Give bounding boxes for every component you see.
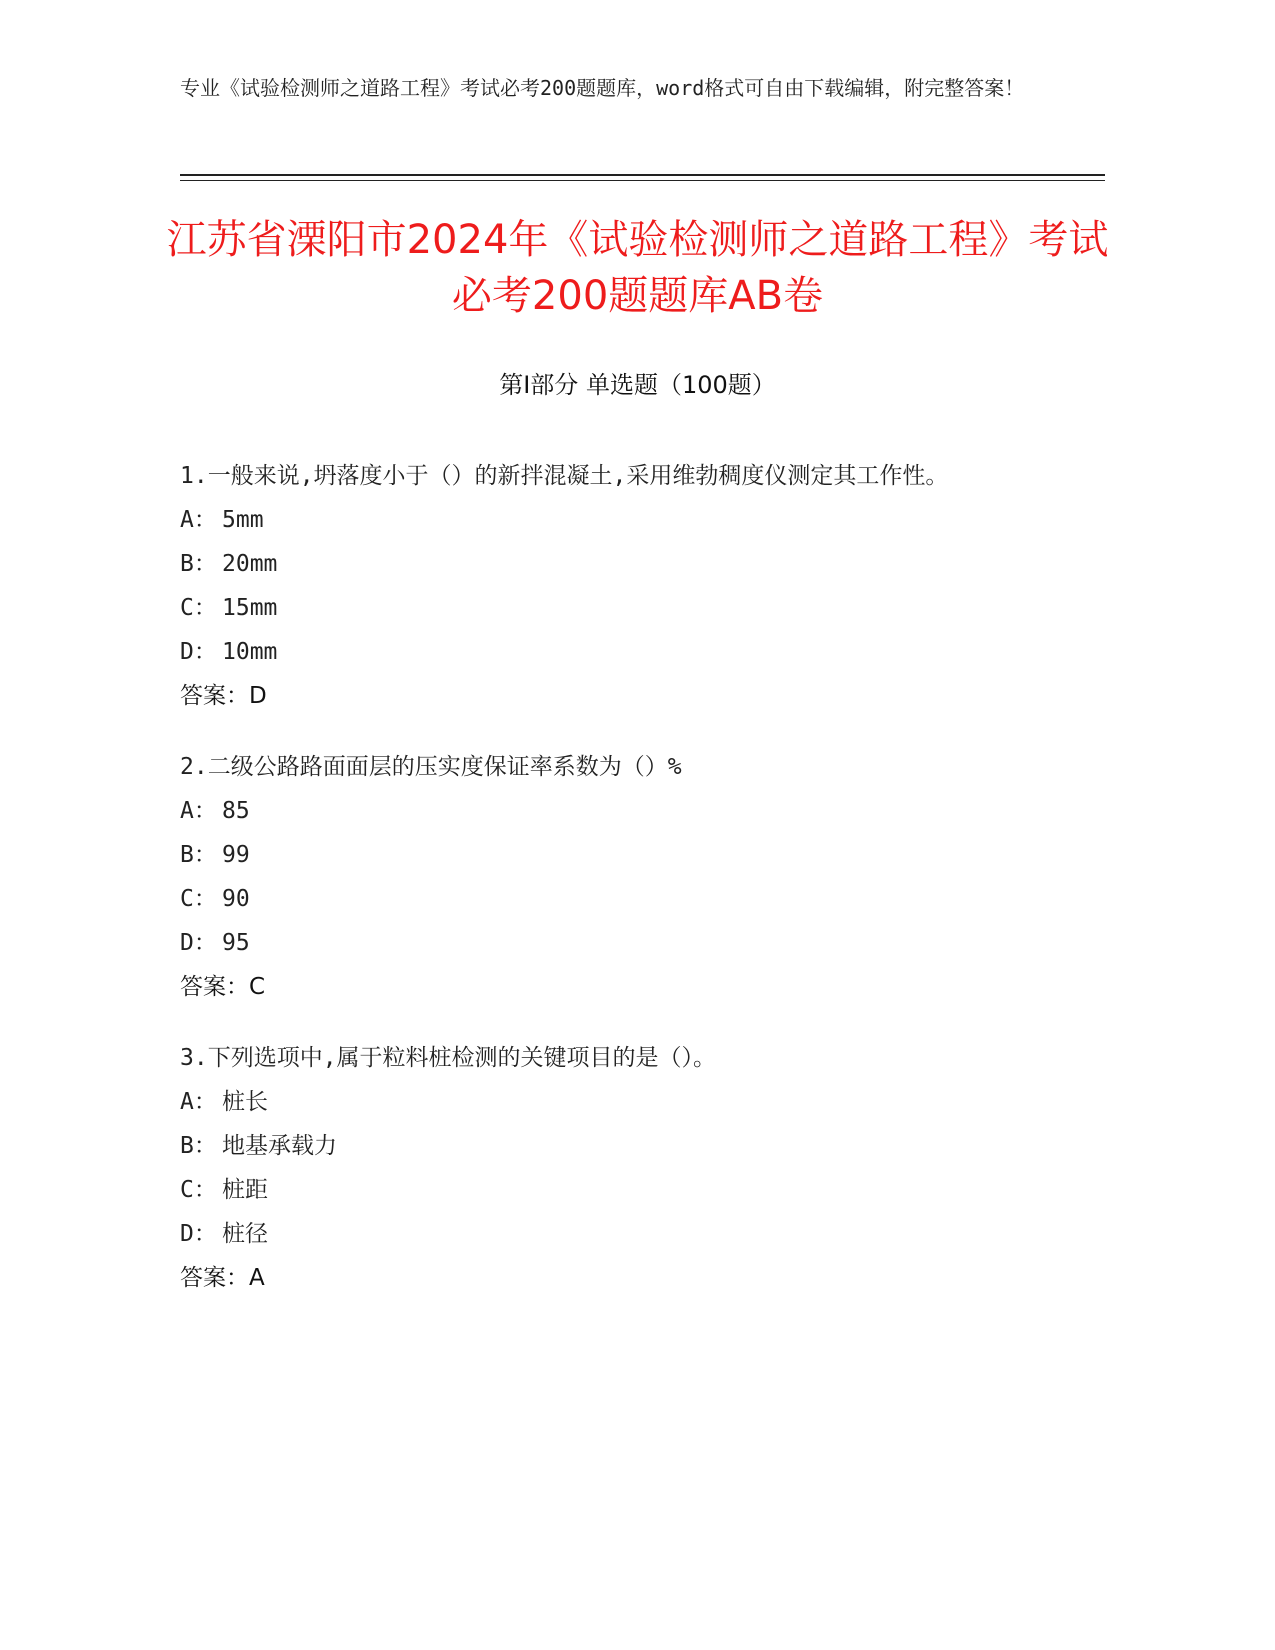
option-letter: A：: [180, 1089, 217, 1115]
answer-label: 答案：: [180, 1265, 249, 1291]
answer-line: [180, 965, 1060, 1009]
option-letter: B：: [180, 842, 217, 868]
option-letter: A：: [180, 507, 217, 533]
option-letter: C：: [180, 886, 217, 912]
option-letter: B：: [180, 551, 217, 577]
answer-value: A: [249, 1265, 265, 1291]
document-title: 江苏省溧阳市2024年《试验检测师之道路工程》考试必考200题题库AB卷: [166, 217, 1109, 319]
answer-value: D: [249, 683, 267, 709]
option-letter: D：: [180, 639, 217, 665]
option-letter: B：: [180, 1133, 217, 1159]
option-c: [180, 586, 1060, 630]
question-stem: 2.二级公路路面面层的压实度保证率系数为（）%: [180, 754, 682, 780]
option-text: 85: [222, 798, 250, 824]
option-text: 99: [222, 842, 250, 868]
section-title: 第Ⅰ部分 单选题（100题）: [499, 371, 776, 399]
answer-value: C: [249, 974, 266, 1000]
option-d: [180, 921, 1060, 965]
option-letter: A：: [180, 798, 217, 824]
question-1: [180, 455, 1060, 718]
question-2: [180, 746, 1060, 1009]
option-letter: D：: [180, 1221, 217, 1247]
option-text: 桩长: [222, 1089, 268, 1115]
option-text: 桩距: [222, 1177, 268, 1203]
option-letter: C：: [180, 595, 217, 621]
question-stem: 1.一般来说,坍落度小于（）的新拌混凝土,采用维勃稠度仪测定其工作性。: [180, 463, 949, 489]
question-3: [180, 1037, 1060, 1300]
option-d: [180, 630, 1060, 674]
option-a: [180, 1080, 1060, 1124]
option-b: [180, 1124, 1060, 1168]
option-text: 5mm: [222, 507, 264, 533]
option-text: 95: [222, 930, 250, 956]
answer-line: [180, 1256, 1060, 1300]
option-text: 20mm: [222, 551, 278, 577]
option-text: 10mm: [222, 639, 278, 665]
header-note: 专业《试验检测师之道路工程》考试必考200题题库，word格式可自由下载编辑，附完整答案！: [180, 76, 1025, 100]
answer-label: 答案：: [180, 974, 249, 1000]
option-b: [180, 833, 1060, 877]
option-text: 15mm: [222, 595, 278, 621]
option-letter: C：: [180, 1177, 217, 1203]
option-text: 地基承载力: [222, 1133, 337, 1159]
answer-label: 答案：: [180, 683, 249, 709]
option-text: 桩径: [222, 1221, 268, 1247]
option-a: [180, 498, 1060, 542]
option-a: [180, 789, 1060, 833]
option-c: [180, 1168, 1060, 1212]
header-divider-thick: [180, 174, 1105, 176]
option-letter: D：: [180, 930, 217, 956]
option-b: [180, 542, 1060, 586]
question-stem: 3.下列选项中,属于粒料桩检测的关键项目的是（）。: [180, 1045, 717, 1071]
answer-line: [180, 674, 1060, 718]
option-text: 90: [222, 886, 250, 912]
question-list: [180, 455, 1060, 1328]
option-c: [180, 877, 1060, 921]
option-d: [180, 1212, 1060, 1256]
header-divider-thin: [180, 180, 1105, 181]
